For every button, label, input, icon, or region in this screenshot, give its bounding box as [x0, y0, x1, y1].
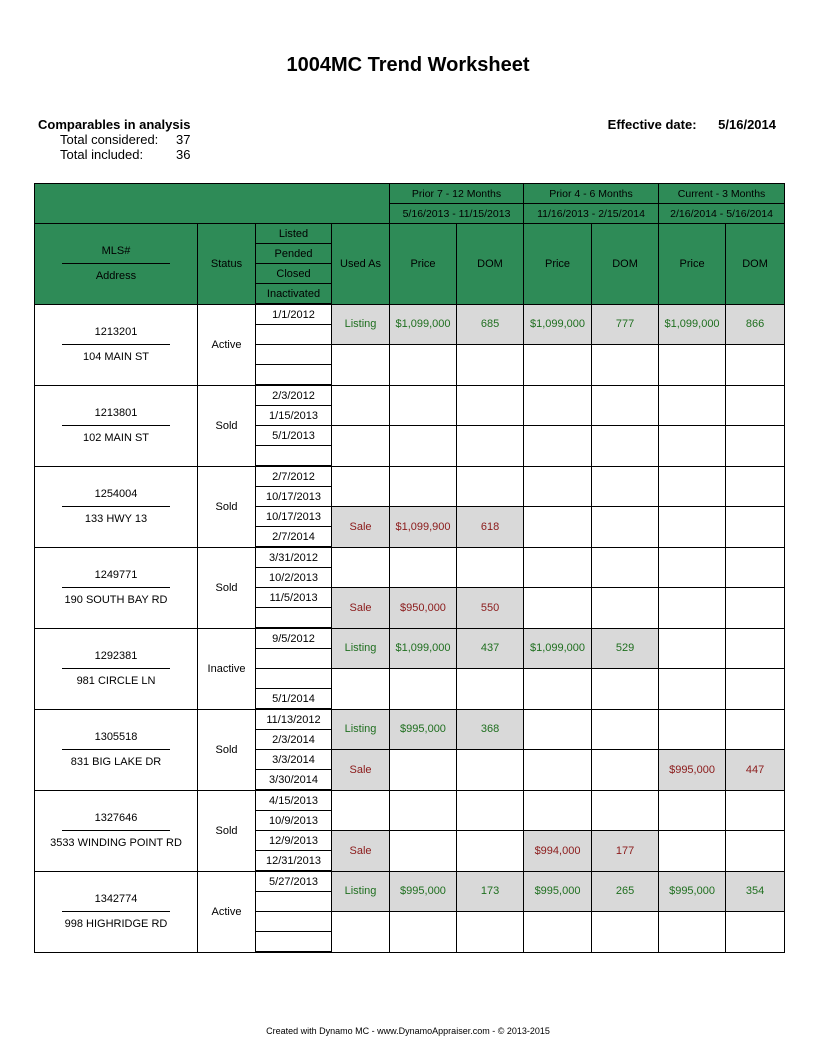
mls-number: 1292381 — [94, 650, 138, 662]
date-cell-listed: 2/3/2012 — [256, 385, 332, 406]
used-as-cell: Sale — [332, 588, 390, 629]
price-cell — [659, 912, 726, 953]
dom-cell — [457, 385, 524, 426]
dom-cell — [457, 790, 524, 831]
price-cell — [659, 385, 726, 426]
price-cell: $995,000 — [390, 871, 457, 912]
price-cell — [524, 345, 592, 386]
total-considered-value: 37 — [176, 132, 191, 147]
status-cell: Sold — [198, 466, 256, 547]
pended-header: Pended — [256, 244, 332, 264]
used-as-cell — [332, 547, 390, 588]
mls-address-cell — [35, 466, 198, 547]
date-cell-inactivated — [256, 446, 332, 467]
period-name-2: Current - 3 Months — [659, 184, 785, 204]
date-cell-pended — [256, 649, 332, 669]
date-cell-pended: 10/17/2013 — [256, 487, 332, 507]
dom-cell — [457, 831, 524, 872]
dom-cell: 354 — [726, 871, 785, 912]
inactivated-header: Inactivated — [256, 284, 332, 305]
used-as-cell: Listing — [332, 304, 390, 345]
dom-cell: 447 — [726, 750, 785, 791]
price-cell: $995,000 — [659, 750, 726, 791]
price-header-2: Price — [659, 224, 726, 305]
dom-cell — [726, 669, 785, 710]
summary-header: Comparables in analysis — [38, 117, 191, 132]
mls-address-cell — [35, 547, 198, 628]
cell-divider — [62, 911, 170, 912]
price-cell — [390, 466, 457, 507]
mls-address-cell — [35, 385, 198, 466]
mls-address-cell — [35, 709, 198, 790]
dom-header-2: DOM — [726, 224, 785, 305]
dom-cell: 177 — [592, 831, 659, 872]
price-cell — [659, 507, 726, 548]
price-cell: $950,000 — [390, 588, 457, 629]
price-cell: $1,099,000 — [524, 304, 592, 345]
price-header-0: Price — [390, 224, 457, 305]
price-cell — [390, 547, 457, 588]
address: 133 HWY 13 — [84, 513, 148, 525]
price-cell — [524, 588, 592, 629]
dom-header-1: DOM — [592, 224, 659, 305]
dom-cell — [726, 790, 785, 831]
status-cell: Active — [198, 871, 256, 952]
dom-cell: 529 — [592, 628, 659, 669]
dom-cell — [457, 669, 524, 710]
date-cell-closed: 5/1/2013 — [256, 426, 332, 446]
mls-address-cell — [35, 628, 198, 709]
date-cell-closed — [256, 912, 332, 932]
price-cell — [659, 345, 726, 386]
page-title: 1004MC Trend Worksheet — [286, 54, 530, 76]
cell-divider — [62, 587, 170, 588]
dom-cell — [592, 345, 659, 386]
used-as-cell — [332, 385, 390, 426]
cell-divider — [62, 344, 170, 345]
status-cell: Sold — [198, 547, 256, 628]
dom-cell — [592, 466, 659, 507]
mls-number: 1327646 — [94, 812, 138, 824]
cell-divider — [62, 668, 170, 669]
price-header-1: Price — [524, 224, 592, 305]
mls-address-header — [35, 224, 198, 305]
price-cell — [659, 426, 726, 467]
date-cell-inactivated — [256, 608, 332, 629]
price-cell — [524, 426, 592, 467]
mls-number: 1254004 — [94, 488, 138, 500]
used-as-header: Used As — [332, 224, 390, 305]
used-as-cell — [332, 466, 390, 507]
date-cell-listed: 1/1/2012 — [256, 304, 332, 325]
record-row — [35, 466, 785, 487]
dom-cell: 777 — [592, 304, 659, 345]
price-cell — [659, 547, 726, 588]
mls-header: MLS# — [101, 245, 131, 258]
record-row — [35, 385, 785, 406]
date-cell-pended: 10/9/2013 — [256, 811, 332, 831]
date-cell-listed: 2/7/2012 — [256, 466, 332, 487]
period-range-0: 5/16/2013 - 11/15/2013 — [390, 204, 524, 224]
used-as-cell: Listing — [332, 871, 390, 912]
mls-number: 1213201 — [94, 326, 138, 338]
date-cell-pended: 10/2/2013 — [256, 568, 332, 588]
price-cell — [390, 426, 457, 467]
used-as-cell — [332, 790, 390, 831]
address: 998 HIGHRIDGE RD — [64, 918, 168, 930]
price-cell — [524, 912, 592, 953]
effective-date-value: 5/16/2014 — [718, 117, 776, 132]
cell-divider — [62, 749, 170, 750]
address: 831 BIG LAKE DR — [70, 756, 162, 768]
status-cell: Inactive — [198, 628, 256, 709]
price-cell — [524, 385, 592, 426]
period-name-1: Prior 4 - 6 Months — [524, 184, 659, 204]
total-considered-label: Total considered: — [60, 132, 159, 147]
dom-cell — [457, 466, 524, 507]
price-cell — [659, 466, 726, 507]
dom-cell: 265 — [592, 871, 659, 912]
status-cell: Active — [198, 304, 256, 385]
date-cell-inactivated — [256, 932, 332, 953]
date-cell-pended — [256, 892, 332, 912]
price-cell — [659, 628, 726, 669]
dom-header-0: DOM — [457, 224, 524, 305]
dom-cell: 618 — [457, 507, 524, 548]
record-row — [35, 304, 785, 325]
dom-cell — [726, 912, 785, 953]
effective-date — [608, 117, 776, 132]
dom-cell: 866 — [726, 304, 785, 345]
mls-number: 1249771 — [94, 569, 138, 581]
dom-cell — [592, 588, 659, 629]
dom-cell — [592, 912, 659, 953]
address: 102 MAIN ST — [82, 432, 150, 444]
date-cell-listed: 4/15/2013 — [256, 790, 332, 811]
dom-cell: 685 — [457, 304, 524, 345]
dom-cell — [457, 750, 524, 791]
dom-cell — [726, 385, 785, 426]
date-cell-closed: 3/3/2014 — [256, 750, 332, 770]
total-included-value: 36 — [176, 147, 191, 162]
date-cell-inactivated: 5/1/2014 — [256, 689, 332, 710]
record-row — [35, 628, 785, 649]
status-header: Status — [198, 224, 256, 305]
dom-cell — [726, 426, 785, 467]
price-cell: $1,099,000 — [390, 628, 457, 669]
price-cell — [390, 831, 457, 872]
footer-credit: Created with Dynamo MC - www.DynamoAppraiser.com - © 2013-2015 — [266, 1026, 550, 1036]
price-cell — [659, 669, 726, 710]
price-cell — [390, 385, 457, 426]
price-cell: $1,099,000 — [659, 304, 726, 345]
date-cell-listed: 9/5/2012 — [256, 628, 332, 649]
cell-divider — [62, 425, 170, 426]
price-cell — [524, 750, 592, 791]
mls-address-cell — [35, 304, 198, 385]
dom-cell — [726, 345, 785, 386]
used-as-cell — [332, 912, 390, 953]
mls-number: 1305518 — [94, 731, 138, 743]
date-cell-inactivated: 3/30/2014 — [256, 770, 332, 791]
period-name-0: Prior 7 - 12 Months — [390, 184, 524, 204]
price-cell: $995,000 — [524, 871, 592, 912]
dom-cell — [726, 466, 785, 507]
mls-number: 1342774 — [94, 893, 138, 905]
price-cell — [390, 790, 457, 831]
dom-cell — [592, 426, 659, 467]
price-cell: $995,000 — [390, 709, 457, 750]
record-row — [35, 790, 785, 811]
record-row — [35, 871, 785, 892]
used-as-cell: Sale — [332, 831, 390, 872]
total-considered-row — [38, 132, 190, 147]
dom-cell — [726, 507, 785, 548]
address: 190 SOUTH BAY RD — [64, 594, 168, 606]
status-cell: Sold — [198, 790, 256, 871]
used-as-cell: Sale — [332, 507, 390, 548]
dom-cell — [726, 831, 785, 872]
date-cell-pended — [256, 325, 332, 345]
header-divider — [62, 263, 170, 264]
address: 3533 WINDING POINT RD — [50, 837, 182, 849]
date-cell-closed: 12/9/2013 — [256, 831, 332, 851]
dom-cell: 437 — [457, 628, 524, 669]
price-cell — [524, 709, 592, 750]
mls-address-cell — [35, 790, 198, 871]
dom-cell — [726, 628, 785, 669]
price-cell — [659, 790, 726, 831]
date-cell-pended: 1/15/2013 — [256, 406, 332, 426]
dom-cell — [592, 750, 659, 791]
used-as-cell — [332, 669, 390, 710]
record-row — [35, 709, 785, 730]
date-cell-inactivated: 2/7/2014 — [256, 527, 332, 548]
dom-cell — [592, 547, 659, 588]
record-row — [35, 547, 785, 568]
dom-cell — [726, 709, 785, 750]
dom-cell — [457, 345, 524, 386]
address: 981 CIRCLE LN — [76, 675, 156, 687]
price-cell — [390, 912, 457, 953]
used-as-cell: Listing — [332, 709, 390, 750]
dom-cell — [592, 385, 659, 426]
price-cell — [659, 588, 726, 629]
period-range-1: 11/16/2013 - 2/15/2014 — [524, 204, 659, 224]
closed-header: Closed — [256, 264, 332, 284]
price-cell — [524, 790, 592, 831]
date-cell-listed: 11/13/2012 — [256, 709, 332, 730]
cell-divider — [62, 830, 170, 831]
price-cell — [390, 750, 457, 791]
total-included-label: Total included: — [60, 147, 144, 162]
address-header: Address — [95, 270, 137, 283]
date-cell-listed: 3/31/2012 — [256, 547, 332, 568]
used-as-cell — [332, 345, 390, 386]
used-as-cell: Listing — [332, 628, 390, 669]
dom-cell — [726, 588, 785, 629]
mls-number: 1213801 — [94, 407, 138, 419]
price-cell: $1,099,000 — [524, 628, 592, 669]
dom-cell: 173 — [457, 871, 524, 912]
price-cell — [659, 831, 726, 872]
period-range-2: 2/16/2014 - 5/16/2014 — [659, 204, 785, 224]
price-cell: $1,099,000 — [390, 304, 457, 345]
effective-date-label: Effective date: — [607, 117, 697, 132]
cell-divider — [62, 506, 170, 507]
mls-address-cell — [35, 871, 198, 952]
dom-cell — [457, 912, 524, 953]
dom-cell: 550 — [457, 588, 524, 629]
date-cell-pended: 2/3/2014 — [256, 730, 332, 750]
dom-cell — [457, 547, 524, 588]
price-cell — [524, 669, 592, 710]
status-cell: Sold — [198, 709, 256, 790]
comparables-summary — [38, 117, 190, 162]
used-as-cell: Sale — [332, 750, 390, 791]
date-cell-inactivated — [256, 365, 332, 386]
dom-cell — [592, 507, 659, 548]
dom-cell — [726, 547, 785, 588]
price-cell — [390, 669, 457, 710]
date-cell-closed — [256, 669, 332, 689]
date-cell-closed: 11/5/2013 — [256, 588, 332, 608]
price-cell: $994,000 — [524, 831, 592, 872]
dom-cell: 368 — [457, 709, 524, 750]
dom-cell — [592, 669, 659, 710]
header-blank — [35, 184, 390, 224]
dom-cell — [457, 426, 524, 467]
price-cell: $1,099,900 — [390, 507, 457, 548]
price-cell — [524, 507, 592, 548]
price-cell: $995,000 — [659, 871, 726, 912]
price-cell — [659, 709, 726, 750]
total-included-row — [38, 147, 190, 162]
price-cell — [524, 547, 592, 588]
price-cell — [390, 345, 457, 386]
date-cell-inactivated: 12/31/2013 — [256, 851, 332, 872]
address: 104 MAIN ST — [82, 351, 150, 363]
listed-header: Listed — [256, 224, 332, 244]
date-cell-closed: 10/17/2013 — [256, 507, 332, 527]
status-cell: Sold — [198, 385, 256, 466]
price-cell — [524, 466, 592, 507]
date-cell-listed: 5/27/2013 — [256, 871, 332, 892]
dom-cell — [592, 709, 659, 750]
used-as-cell — [332, 426, 390, 467]
trend-table — [34, 183, 785, 953]
date-cell-closed — [256, 345, 332, 365]
dom-cell — [592, 790, 659, 831]
